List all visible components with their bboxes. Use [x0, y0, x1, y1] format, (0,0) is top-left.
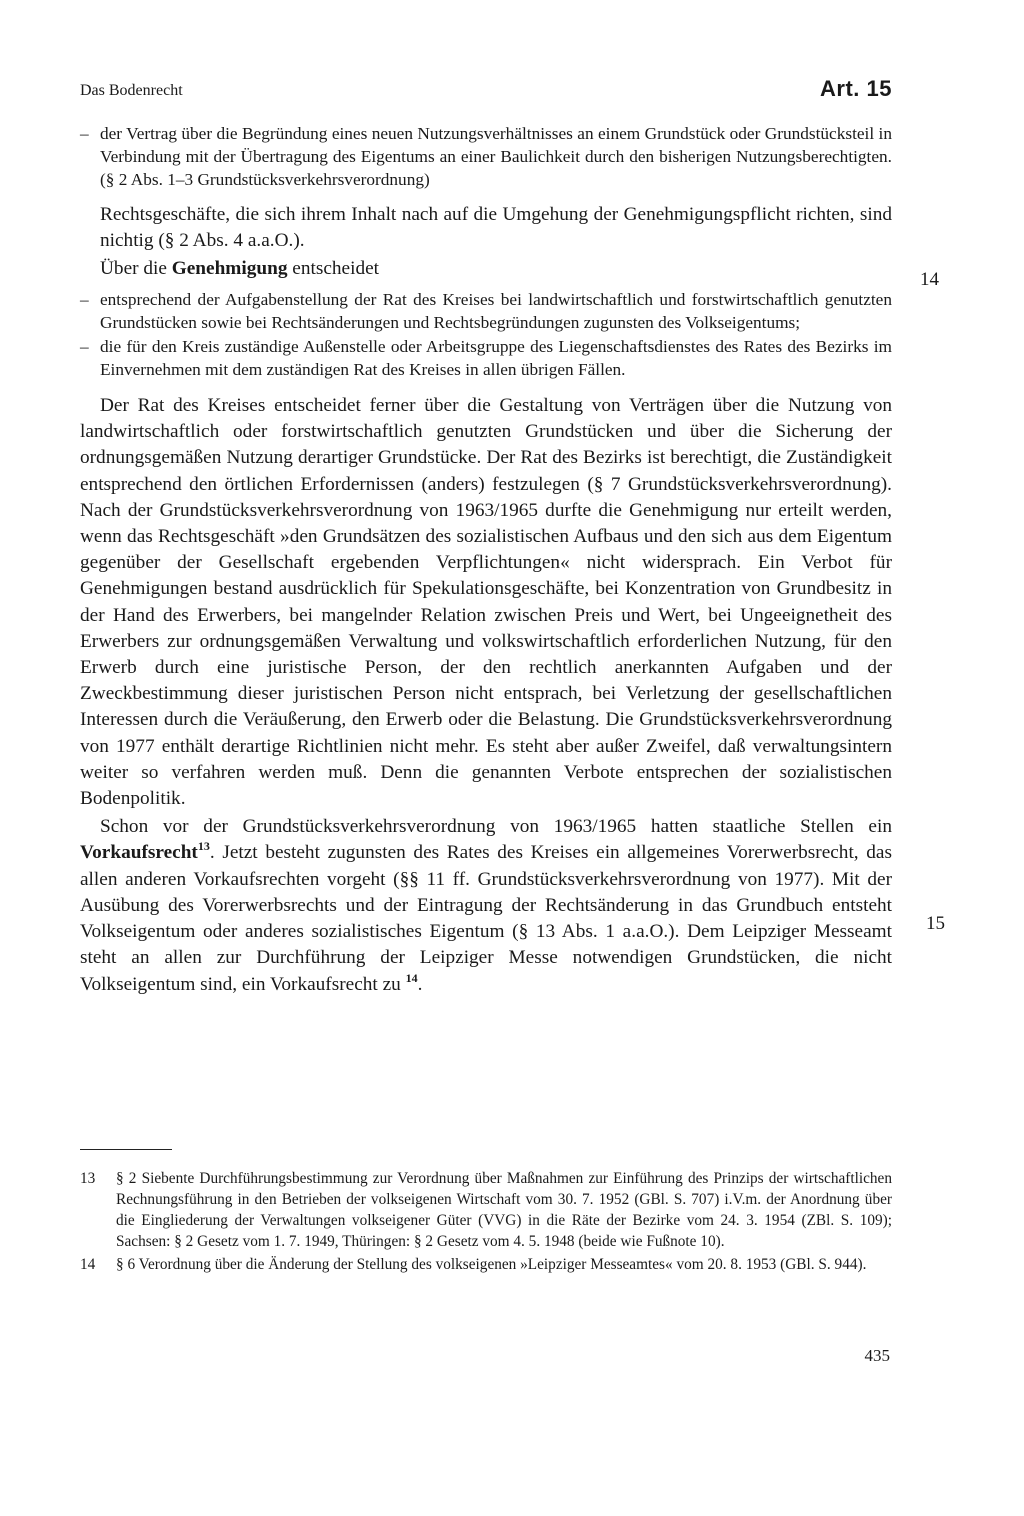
dash-bullet: –: [80, 290, 89, 310]
paragraph-vorkaufsrecht: Schon vor der Grundstücksverkehrsverordnung von 1963/1965 hatten staatliche Stellen ein Vorkaufsrecht$^{13}$. Jetzt besteht zugunsten des Rates des Kreises ein allgemeines Vorerwerbsrecht, das allen anderen Vorkaufsrechten vorgeht (§§ 11 ff. Grundstücksverkehrsverordnung von 1977). Mit der Ausübung des Vorerwerbsrechts und der Eintragung der Rechtsänderung in das Grundbuch entsteht Volkseigentum oder anderes sozialistisches Eigentum (§ 13 Abs. 1 a.a.O.). Dem Leipziger Messeamt steht an allen zur Durchführung der Leipziger Messe notwendigen Grundstücken, die nicht Volkseigentum sind, ein Vorkaufsrecht zu $^{14}$.: [80, 816, 892, 995]
footnote-ref-13[interactable]: 13: [197, 839, 210, 854]
article-number: Art. 15: [820, 76, 892, 101]
footnote-text: § 6 Verordnung über die Änderung der Stellung des volkseigenen »Leipziger Messeamtes« vom 20. 8. 1953 (GBl. S. 944).: [116, 1256, 867, 1274]
body-text: [80, 122, 892, 998]
section-title: Das Bodenrecht: [80, 82, 183, 99]
dash-bullet: –: [80, 336, 89, 356]
footnote-14: [80, 1254, 892, 1275]
footnote-number: 13: [80, 1170, 96, 1187]
footnote-number: 14: [80, 1256, 96, 1274]
term-vorkaufsrecht: Vorkaufsrecht: [80, 842, 198, 864]
paragraph-rechtsgeschaefte: Rechtsgeschäfte, die sich ihrem Inhalt nach auf die Umgehung der Genehmigungspflicht richten, sind nichtig (§ 2 Abs. 4 a.a.O.).: [100, 203, 892, 251]
page-number: 435: [864, 1346, 890, 1365]
paragraph-rat-des-kreises: Der Rat des Kreises entscheidet ferner über die Gestaltung von Verträgen über die Nutzung von landwirtschaftlich oder forstwirtschaftlich genutzten Grundstücken und über die Sicherung der ordnungsgemäßen Nutzung derartiger Grundstücke. Der Rat des Bezirks ist berechtigt, die Zuständigkeit entsprechend den örtlichen Erfordernissen (anders) festzulegen (§ 7 Grundstücksverkehrsverordnung). Nach der Grundstücksverkehrsverordnung von 1963/1965 durfte die Genehmigung nur erteilt werden, wenn das Rechtsgeschäft »den Grundsätzen des sozialistischen Aufbaus und den sich aus dem Eigentum gegenüber der Gesellschaft ergebenden Verpflichtungen« nicht widersprach. Ein Verbot für Genehmigungen bestand ausdrücklich für Spekulationsgeschäfte, bei Konzentration von Grundbesitz in der Hand des Erwerbers, bei mangelnder Relation zwischen Preis und Wert, bei Ungeeignetheit des Erwerbers zur ordnungsgemäßen Verwaltung und volkswirtschaftlich erforderlichen Nutzung, für den Erwerb durch eine juristische Person, der den rechtlich anerkannten Aufgaben und der Zweckbestimmung dieser juristischen Person nicht entsprach, bei Verletzung der gesellschaftlichen Interessen durch die Veräußerung, den Erwerb oder die Belastung. Die Grundstücksverkehrsverordnung von 1977 enthält derartige Richtlinien nicht mehr. Es steht aber außer Zweifel, daß verwaltungsintern weiter so verfahren werden muß. Denn die genannten Verbote entsprechen der sozialistischen Bodenpolitik.: [80, 395, 892, 810]
term-genehmigung: Genehmigung: [171, 258, 288, 280]
margin-number-15: 15: [926, 913, 945, 934]
list-item: – die für den Kreis zuständige Außenstelle oder Arbeitsgruppe des Liegenschaftsdienstes des Rates des Bezirks im Einvernehmen mit dem zuständigen Rat des Kreises in allen übrigen Fällen.: [80, 336, 892, 379]
margin-number-14: 14: [920, 269, 939, 290]
running-head: [80, 76, 892, 110]
footnotes: [80, 1168, 892, 1277]
list-authorities: [80, 288, 892, 381]
list-item: – entsprechend der Aufgabenstellung der Rat des Kreises bei landwirtschaftlich und forstwirtschaftlich genutzten Grundstücken sowie bei Rechtsänderungen und Rechtsbegründungen zugunsten des Volkseigentums;: [80, 290, 892, 333]
list-item: – der Vertrag über die Begründung eines neuen Nutzungsverhältnisses an einem Grundstück oder Grundstücksteil in Verbindung mit der Übertragung des Eigentums an einer Baulichkeit durch den bisherigen Nutzungsberechtigten. (§ 2 Abs. 1–3 Grundstücksverkehrsverordnung): [80, 124, 892, 190]
dash-bullet: –: [80, 124, 89, 143]
footnote-text: § 2 Siebente Durchführungsbestimmung zur Verordnung über Maßnahmen zur Einführung des Prinzips der wirtschaftlichen Rechnungsführung in den Betrieben der volkseigenen Wirtschaft vom 30. 7. 1952 (GBl. S. 707) i.V.m. der Anordnung über die Eingliederung der Verwaltungen volkseigener Güter (VVG) in die Räte der Bezirke vom 24. 3. 1954 (ZBl. S. 109); Sachsen: § 2 Gesetz vom 1. 7. 1949, Thüringen: § 2 Gesetz vom 4. 5. 1948 (beide wie Fußnote 10).: [116, 1170, 892, 1251]
paragraph-genehmigung: Über die Genehmigung entscheidet: [100, 258, 380, 280]
footnote-rule: [80, 1149, 172, 1150]
footnote-ref-14[interactable]: 14: [405, 970, 418, 985]
list-contracts: [80, 122, 892, 192]
footnote-13: [80, 1168, 892, 1252]
